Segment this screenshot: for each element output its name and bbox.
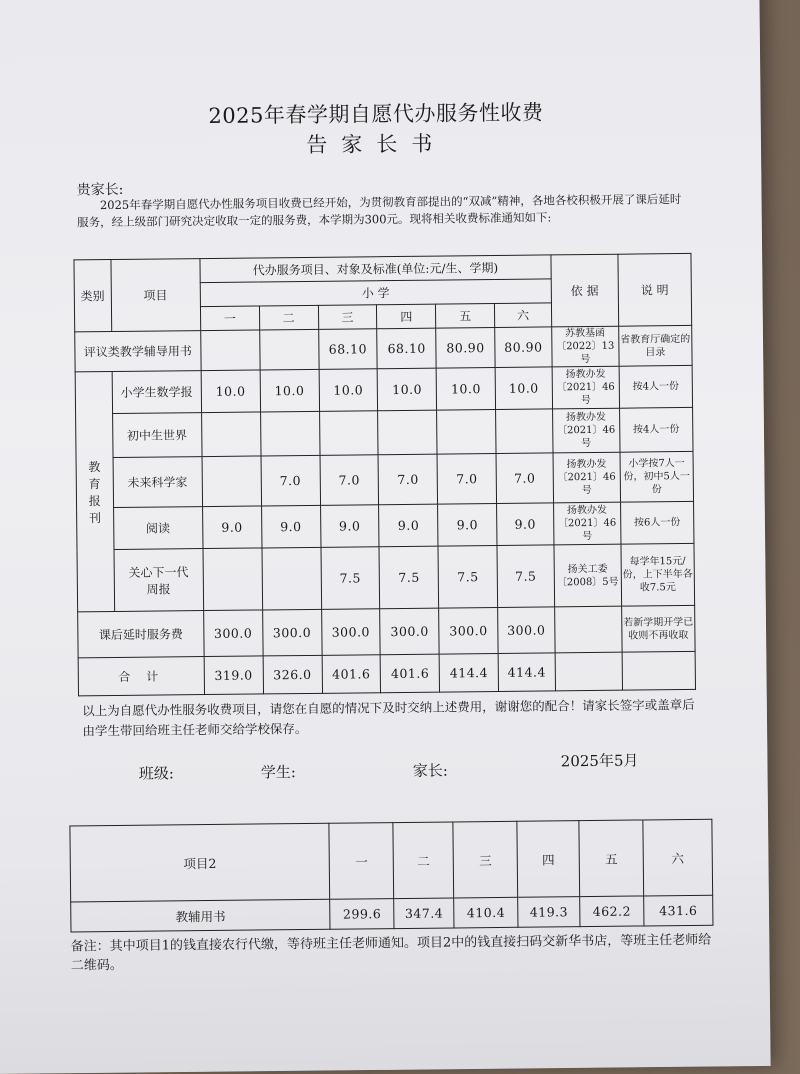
fee-cell: 7.0 bbox=[320, 455, 379, 506]
grade-header: 六 bbox=[494, 303, 551, 328]
fee-cell bbox=[201, 330, 260, 371]
note-cell: 按4人一份 bbox=[619, 407, 693, 452]
student-label: 学生: bbox=[260, 763, 297, 782]
basis-cell bbox=[555, 652, 622, 691]
page-subtitle: 告家长书 bbox=[306, 131, 447, 157]
fee-cell bbox=[260, 411, 319, 456]
fee-cell: 7.0 bbox=[378, 454, 437, 505]
fee-cell bbox=[378, 410, 437, 455]
closing-paragraph: 以上为自愿代办性服务收费项目，请您在自愿的情况下及时交纳上述费用，谢谢您的配合！请家长签字或盖章后由学生带回给班主任老师交给学校保存。 bbox=[82, 696, 695, 739]
total-cell: 326.0 bbox=[263, 655, 322, 694]
group-label-newspapers: 教育报刊 bbox=[75, 372, 114, 612]
note-cell: 小学按7人一份，初中5人一份 bbox=[620, 451, 694, 502]
books-cell: 431.6 bbox=[644, 895, 713, 926]
fee-table bbox=[73, 253, 696, 696]
fee-cell bbox=[262, 547, 321, 610]
row-item-label: 初中生世界 bbox=[112, 413, 202, 458]
table-row bbox=[77, 501, 694, 549]
intro-paragraph: 2025年春学期自愿代办性服务项目收费已经开始，为贯彻教育部提出的“双减”精神，各地各校积极开展了课后延时服务，经上级部门研究决定收取一定的服务费，本学期为300元。现将相关收费标准通知如下: bbox=[77, 192, 682, 230]
table-row bbox=[76, 407, 693, 457]
footer-note: 备注：其中项目1的钱直接农行代缴，等待班主任老师通知。项目2中的钱直接扫码交新华书店，等班主任老师给二维码。 bbox=[70, 932, 712, 974]
total-cell: 319.0 bbox=[204, 656, 263, 695]
row-item-label: 课后延时服务费 bbox=[78, 611, 204, 658]
basis-cell: 扬教办发〔2021〕46号 bbox=[553, 502, 620, 545]
basis-cell: 扬关工委〔2008〕5号 bbox=[554, 544, 622, 607]
fee-cell: 80.90 bbox=[436, 327, 495, 368]
grade-header: 一 bbox=[200, 306, 259, 331]
class-label: 班级: bbox=[138, 764, 175, 783]
basis-cell: 扬教办发〔2021〕46号 bbox=[552, 366, 619, 409]
fee-cell: 300.0 bbox=[498, 607, 555, 654]
fee-cell bbox=[203, 548, 262, 611]
fee-cell bbox=[319, 411, 378, 456]
grade-header: 五 bbox=[579, 820, 644, 897]
fee-cell: 7.0 bbox=[437, 453, 496, 504]
grade-header: 六 bbox=[643, 819, 713, 896]
table-row bbox=[77, 543, 695, 611]
table-row bbox=[75, 365, 692, 413]
books-cell: 347.4 bbox=[394, 898, 454, 929]
grade-header: 三 bbox=[318, 305, 377, 330]
fee-cell: 9.0 bbox=[202, 506, 261, 549]
fee-cell: 300.0 bbox=[262, 609, 321, 656]
fee-cell: 10.0 bbox=[260, 369, 319, 412]
row-item-label: 关心下一代周报 bbox=[114, 549, 204, 612]
table-row bbox=[71, 895, 713, 932]
note-cell: 每学年15元/份，上下半年各收7.5元 bbox=[621, 543, 695, 606]
fee-cell bbox=[437, 409, 496, 454]
table-row bbox=[78, 605, 695, 657]
basis-cell: 苏教基函〔2022〕13号 bbox=[552, 326, 619, 367]
grade-header: 四 bbox=[377, 304, 436, 329]
fee-cell: 10.0 bbox=[495, 367, 552, 410]
table-row bbox=[75, 325, 692, 371]
total-cell: 414.4 bbox=[498, 653, 555, 692]
fee-cell: 7.5 bbox=[438, 545, 497, 608]
fee-cell: 10.0 bbox=[319, 369, 378, 412]
row-item-label: 阅读 bbox=[113, 507, 203, 550]
fee-cell: 9.0 bbox=[320, 505, 379, 548]
fee-cell: 10.0 bbox=[201, 370, 260, 413]
total-label: 合 计 bbox=[78, 657, 204, 696]
fee-cell: 80.90 bbox=[495, 327, 552, 368]
row-item-label: 评议类教学辅导用书 bbox=[75, 331, 201, 372]
fee-cell: 9.0 bbox=[379, 504, 438, 547]
table-row bbox=[76, 451, 693, 507]
books-cell: 462.2 bbox=[580, 896, 644, 927]
total-cell: 414.4 bbox=[439, 653, 498, 692]
fee-cell: 7.5 bbox=[497, 545, 554, 608]
header-item: 项目 bbox=[110, 259, 200, 332]
fee-cell bbox=[202, 456, 261, 507]
header-note: 说 明 bbox=[618, 253, 692, 326]
header-primary-school: 小 学 bbox=[200, 279, 551, 307]
fee-cell bbox=[201, 412, 260, 457]
books-cell: 410.4 bbox=[454, 897, 518, 928]
salutation: 贵家长: bbox=[76, 181, 124, 199]
row-item-label: 未来科学家 bbox=[113, 457, 203, 508]
grade-header: 四 bbox=[517, 821, 580, 898]
header-service-group: 代办服务项目、对象及标准(单位:元/生、学期) bbox=[200, 255, 551, 283]
header-category: 类别 bbox=[74, 260, 111, 332]
books-table bbox=[69, 819, 713, 933]
basis-cell bbox=[555, 606, 622, 653]
page-title: 2025年春学期自愿代办服务性收费 bbox=[208, 100, 544, 128]
row-item-label: 小学生数学报 bbox=[112, 371, 202, 414]
fee-cell: 9.0 bbox=[261, 505, 320, 548]
grade-header: 三 bbox=[453, 821, 518, 898]
total-row bbox=[78, 651, 695, 695]
fee-cell: 300.0 bbox=[321, 609, 380, 656]
fee-cell: 10.0 bbox=[436, 367, 495, 410]
basis-cell: 扬教办发〔2021〕46号 bbox=[552, 408, 619, 453]
basis-cell: 扬教办发〔2021〕46号 bbox=[553, 452, 620, 503]
fee-cell: 7.5 bbox=[379, 546, 438, 609]
fee-cell: 300.0 bbox=[439, 607, 498, 654]
note-cell: 按6人一份 bbox=[620, 501, 694, 544]
note-cell: 若新学期开学已收则不再收取 bbox=[621, 605, 695, 652]
fee-cell: 7.0 bbox=[261, 455, 320, 506]
total-cell: 401.6 bbox=[380, 654, 439, 693]
fee-cell: 68.10 bbox=[377, 328, 436, 369]
fee-cell: 9.0 bbox=[438, 503, 497, 546]
date-label: 2025年5月 bbox=[560, 751, 639, 771]
parent-label: 家长: bbox=[412, 761, 448, 780]
fee-cell: 10.0 bbox=[377, 368, 436, 411]
fee-cell: 300.0 bbox=[203, 610, 262, 657]
note-cell: 省教育厅确定的目录 bbox=[619, 325, 693, 366]
grade-header: 五 bbox=[436, 303, 495, 328]
note-cell bbox=[622, 651, 696, 690]
fee-cell: 300.0 bbox=[380, 608, 439, 655]
books-header-label: 项目2 bbox=[70, 823, 330, 902]
fee-cell: 7.0 bbox=[496, 453, 553, 504]
books-cell: 299.6 bbox=[330, 899, 394, 930]
grade-header: 一 bbox=[329, 823, 394, 900]
books-cell: 419.3 bbox=[518, 897, 580, 928]
grade-header: 二 bbox=[259, 305, 318, 330]
note-cell: 按4人一份 bbox=[619, 365, 693, 408]
fee-cell bbox=[496, 409, 553, 454]
total-cell: 401.6 bbox=[322, 655, 381, 694]
header-basis: 依 据 bbox=[551, 254, 619, 327]
fee-cell: 68.10 bbox=[318, 329, 377, 370]
books-row-label: 教辅用书 bbox=[71, 899, 331, 932]
grade-header: 二 bbox=[393, 822, 454, 899]
fee-cell: 7.5 bbox=[321, 547, 380, 610]
fee-cell: 9.0 bbox=[497, 503, 554, 546]
fee-cell bbox=[259, 329, 318, 370]
